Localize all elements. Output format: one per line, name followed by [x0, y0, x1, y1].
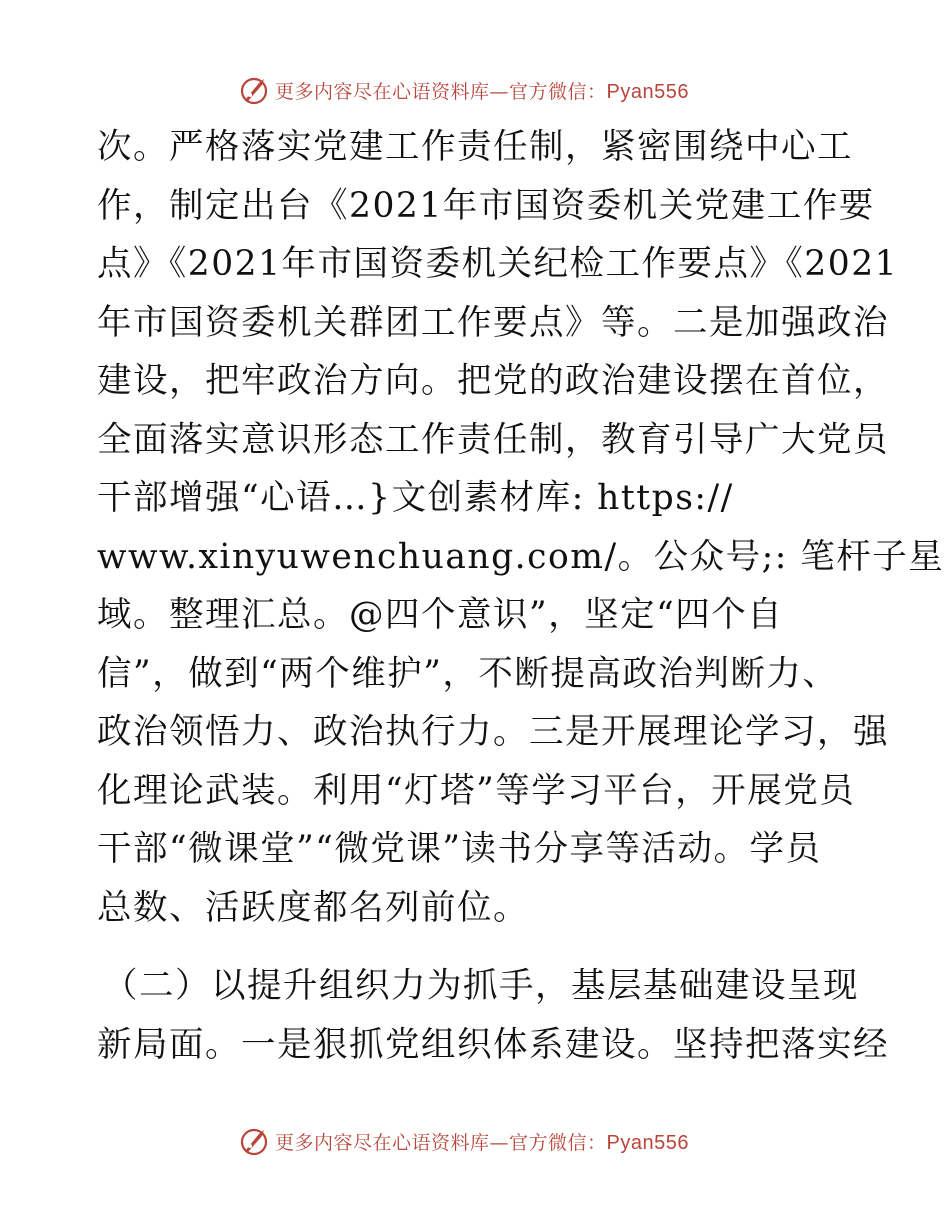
text-line: 域。整理汇总。@四个意识”，坚定“四个自 [97, 595, 784, 635]
paragraph-gap [97, 937, 857, 957]
text-line: 干部“微课堂”“微党课”读书分享等活动。学员 [97, 829, 822, 869]
pen-nib-logo-icon [237, 73, 271, 107]
paragraph-1 [97, 118, 945, 937]
header-watermark-banner [0, 70, 950, 110]
watermark-text [275, 1128, 689, 1155]
text-line: 全面落实意识形态工作责任制，教育引导广大党员 [97, 419, 889, 460]
text-line: www.xinyuwenchuang.com/。公众号;: 笔杆子星 [97, 536, 945, 577]
text-line: 政治领悟力、政治执行力。三是开展理论学习，强 [97, 712, 889, 752]
paragraph-2 [97, 957, 889, 1074]
text-line: （二）以提升组织力为抓手，基层基础建设呈现 [103, 966, 859, 1006]
watermark-text [275, 77, 689, 104]
text-line: 建设，把牢政治方向。把党的政治建设摆在首位， [97, 361, 889, 401]
document-body [97, 118, 945, 1074]
text-line: 新局面。一是狠抓党组织体系建设。坚持把落实经 [97, 1024, 889, 1065]
text-line: 年市国资委机关群团工作要点》等。二是加强政治 [97, 302, 889, 343]
text-line: 干部增强“心语…}文创素材库: https:// [97, 478, 734, 518]
text-line: 总数、活跃度都名列前位。 [97, 887, 529, 928]
watermark-label: 更多内容尽在心语资料库—官方微信： [275, 1131, 607, 1154]
pen-nib-logo-icon [237, 1124, 271, 1158]
text-line: 点》《2021年市国资委机关纪检工作要点》《2021 [97, 244, 899, 284]
wechat-id: Pyan556 [606, 1131, 689, 1154]
footer-watermark-banner [0, 1121, 950, 1161]
text-line: 信”，做到“两个维护”，不断提高政治判断力、 [97, 653, 839, 694]
wechat-id: Pyan556 [606, 80, 689, 103]
watermark-label: 更多内容尽在心语资料库—官方微信： [275, 80, 607, 103]
text-line: 次。严格落实党建工作责任制，紧密围绕中心工 [97, 127, 853, 167]
text-line: 化理论武装。利用“灯塔”等学习平台，开展党员 [97, 770, 856, 811]
text-line: 作，制定出台《2021年市国资委机关党建工作要 [97, 185, 875, 226]
